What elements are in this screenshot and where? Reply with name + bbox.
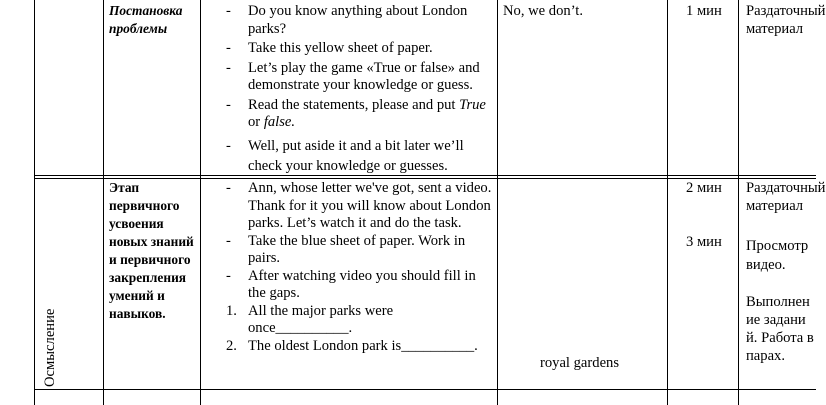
- stage-cell: Постановка проблемы: [109, 3, 183, 36]
- section-label: Осмысление: [42, 308, 58, 387]
- list-item: - After watching video you should fill in the gaps.: [226, 267, 476, 301]
- time-cell: 2 мин: [686, 180, 722, 196]
- list-item: - Read the statements, please and put True or false.: [226, 96, 486, 130]
- resources-cell: Просмотр видео.: [746, 238, 809, 273]
- table-border: [738, 0, 739, 405]
- time-cell: 3 мин: [686, 234, 722, 250]
- table-border: [667, 0, 668, 405]
- list-item: - Ann, whose letter we've got, sent a video. Thank for it you will know about London parks. Let’s watch it and do the task.: [226, 180, 492, 231]
- resources-cell: Выполнение заданий. Работа в парах.: [746, 294, 814, 364]
- table-border: [34, 389, 816, 390]
- resources-cell: Раздаточный материал: [746, 180, 826, 214]
- table-border: [34, 0, 35, 405]
- resources-cell: Раздаточный материал: [746, 3, 826, 37]
- stage-cell: Этап первичного усвоения новых знаний и первичного закрепления умений и навыков.: [109, 180, 194, 321]
- list-item: - Do you know anything about London parks?: [226, 3, 468, 37]
- teacher-activity-list: [222, 180, 494, 355]
- list-item: - Take this yellow sheet of paper.: [226, 40, 433, 56]
- time-cell: 1 мин: [686, 3, 722, 19]
- teacher-activity-cell: [222, 180, 494, 355]
- list-item: - Well, put aside it and a bit later we’ll check your knowledge or guesses.: [226, 137, 464, 174]
- student-activity-cell: royal gardens: [540, 355, 620, 371]
- table-border: [103, 0, 104, 405]
- teacher-activity-list: [222, 3, 494, 176]
- list-item: 1. All the major parks were once__________.: [226, 302, 394, 336]
- teacher-activity-cell: [222, 3, 494, 176]
- table-border: [497, 0, 498, 405]
- list-item: - Take the blue sheet of paper. Work in pairs.: [226, 232, 466, 266]
- list-item: - Let’s play the game «True or false» and demonstrate your knowledge or guess.: [226, 59, 480, 93]
- student-activity-cell: No, we don’t.: [503, 3, 583, 19]
- list-item: 2. The oldest London park is__________.: [226, 337, 478, 354]
